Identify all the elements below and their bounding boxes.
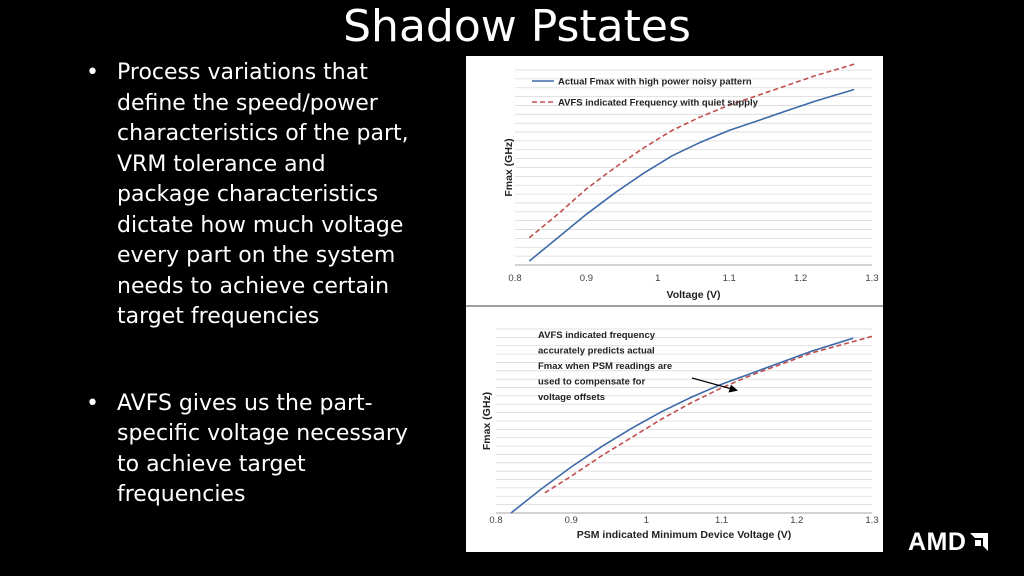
annotation-arrowhead-icon bbox=[729, 385, 739, 393]
x-tick-label: 1.2 bbox=[793, 273, 808, 284]
chart-panel bbox=[466, 56, 883, 552]
x-tick-label: 1.1 bbox=[714, 515, 729, 526]
amd-arrow-logo-icon bbox=[968, 533, 988, 553]
x-tick-label: 1 bbox=[655, 273, 661, 284]
logo-text: AMD bbox=[908, 528, 967, 556]
annotation-line: voltage offsets bbox=[538, 392, 606, 403]
x-tick-label: 1.2 bbox=[790, 515, 804, 526]
bullet-item bbox=[86, 58, 416, 333]
bullet-text: Process variations that define the speed/power characteristics of the part, VRM tolerance and package characteristics dictate how much voltage every part on the system needs to achieve certain target frequencies bbox=[117, 60, 409, 329]
annotation-line: Fmax when PSM readings are bbox=[538, 361, 673, 372]
annotation-line: used to compensate for bbox=[538, 376, 646, 388]
charts-svg bbox=[466, 56, 883, 552]
bullet-text: AVFS gives us the part-specific voltage necessary to achieve target frequencies bbox=[117, 390, 408, 507]
x-tick-label: 0.9 bbox=[564, 515, 578, 526]
bullet-item bbox=[86, 389, 416, 511]
x-axis-label: Voltage (V) bbox=[666, 289, 721, 301]
annotation-line: AVFS indicated frequency bbox=[538, 330, 656, 341]
chart-1 bbox=[503, 64, 879, 301]
y-axis-label: Fmax (GHz) bbox=[503, 138, 515, 197]
x-tick-label: 1.3 bbox=[865, 273, 879, 284]
series-line-2 bbox=[545, 336, 872, 492]
bullet-list bbox=[86, 58, 416, 511]
bullet-dot-icon: • bbox=[86, 390, 99, 416]
x-tick-label: 0.8 bbox=[508, 273, 522, 284]
y-axis-label: Fmax (GHz) bbox=[481, 391, 493, 451]
chart-2 bbox=[481, 329, 879, 541]
x-tick-label: 1.3 bbox=[865, 515, 879, 526]
amd-logo bbox=[908, 528, 988, 557]
x-tick-label: 0.9 bbox=[579, 273, 594, 284]
x-tick-label: 1.1 bbox=[722, 273, 736, 284]
legend-label: Actual Fmax with high power noisy pattern bbox=[558, 76, 752, 88]
x-axis-label: PSM indicated Minimum Device Voltage (V) bbox=[576, 529, 792, 541]
bullet-dot-icon: • bbox=[86, 60, 99, 85]
x-tick-label: 0.8 bbox=[489, 515, 503, 526]
legend-label: AVFS indicated Frequency with quiet supply bbox=[558, 97, 758, 109]
slide-title: Shadow Pstates bbox=[343, 1, 691, 52]
x-tick-label: 1 bbox=[643, 515, 650, 526]
series-line-1 bbox=[529, 90, 854, 262]
annotation-line: accurately predicts actual bbox=[538, 345, 655, 357]
